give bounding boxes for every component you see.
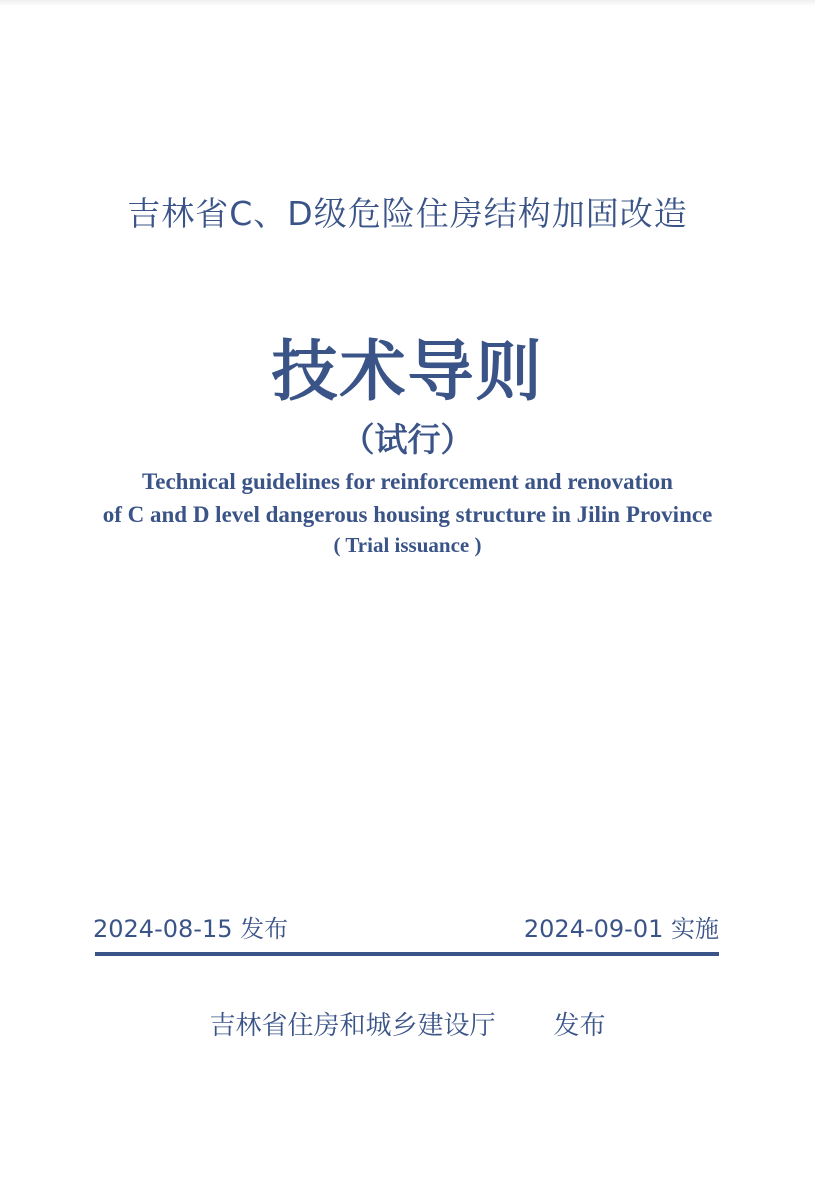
date-divider-line (95, 952, 719, 956)
effective-date: 2024-09-01 实施 (523, 915, 719, 943)
cover-title-cn: 技术导则 (271, 332, 544, 410)
cover-title-en-line-1: Technical guidelines for reinforcement and renovation (142, 469, 673, 494)
issuer-line (0, 1005, 815, 1042)
trial-label-cn: （试行） (341, 420, 474, 459)
cover-subtitle-cn: 吉林省C、D级危险住房结构加固改造 (127, 194, 688, 233)
issuer-action: 发布 (553, 1011, 606, 1041)
cover-title-en-line-2: of C and D level dangerous housing structure in Jilin Province (102, 502, 713, 527)
issuer-name: 吉林省住房和城乡建设厅 (209, 1011, 496, 1041)
trial-label-en: ( Trial issuance ) (333, 533, 482, 557)
page-top-edge (0, 0, 815, 6)
issue-date: 2024-08-15 发布 (93, 915, 289, 943)
